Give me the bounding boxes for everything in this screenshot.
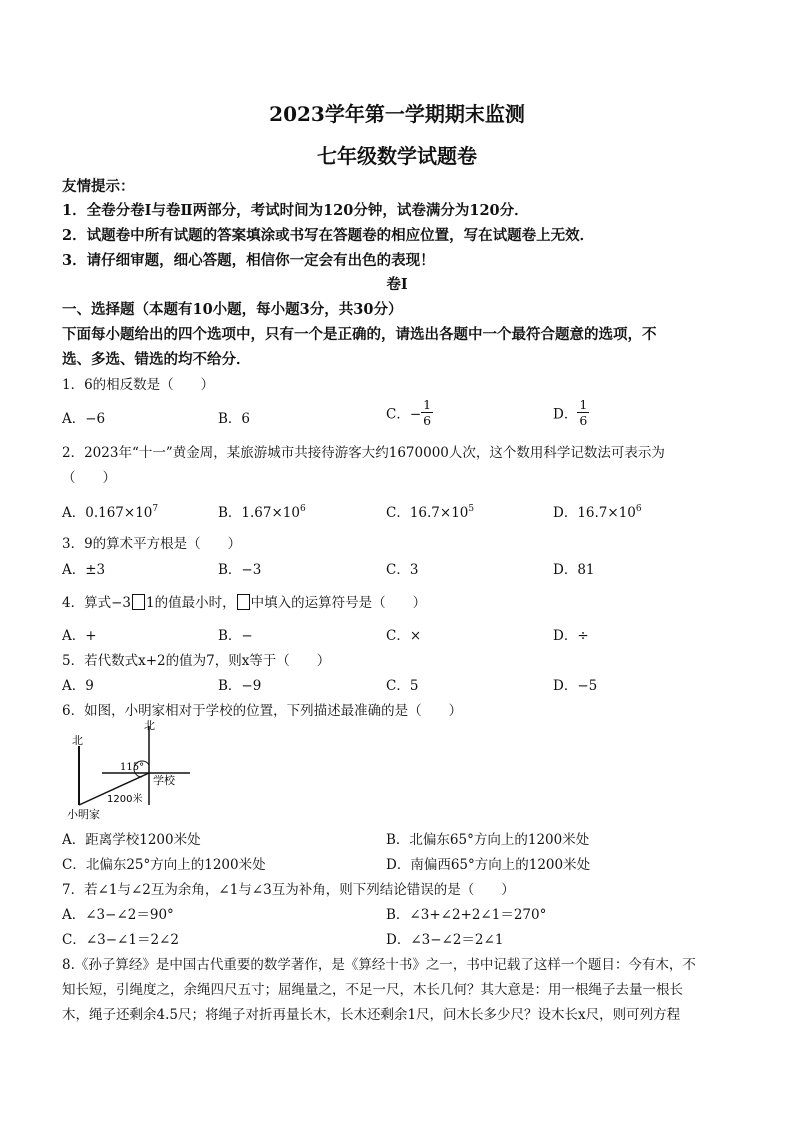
school-label: 学校 <box>153 774 175 787</box>
q1-stem: 1．6的相反数是（ ） <box>62 377 215 393</box>
section-intro-line2: 选、多选、错选的均不给分． <box>62 351 251 368</box>
q5-option-d: D．−5 <box>553 678 598 694</box>
q7-stem: 7．若∠1与∠2互为余角，∠1与∠3互为补角，则下列结论错误的是（ ） <box>62 882 515 898</box>
q2-option-a: A．$0.167\times 10^7$ <box>62 504 159 521</box>
q5-option-c: C．5 <box>386 678 419 694</box>
tip-2: 2．试题卷中所有试题的答案填涂或书写在答题卷的相应位置，写在试题卷上无效． <box>62 227 595 244</box>
q6-option-a: A．距离学校1200米处 <box>62 832 201 848</box>
q5-stem: 5．若代数式x+2的值为7，则x等于（ ） <box>62 653 331 669</box>
q1-option-a: A．−6 <box>62 411 106 427</box>
q4-blank-box <box>237 594 250 610</box>
q7-option-a: A．∠3−∠2＝90° <box>62 907 174 923</box>
q5-option-b: B．−9 <box>218 678 262 694</box>
q3-option-a: A．±3 <box>62 562 106 578</box>
section-title: 一、选择题（本题有10小题，每小题3分，共30分） <box>62 301 403 318</box>
q3-option-d: D．81 <box>553 562 595 578</box>
q1-option-b: B．6 <box>218 411 251 427</box>
section-intro-line1: 下面每小题给出的四个选项中，只有一个是正确的，请选出各题中一个最符合题意的选项，不 <box>62 326 657 343</box>
q5-option-a: A．9 <box>62 678 94 694</box>
q2-option-d: D．$16.7\times 10^6$ <box>553 504 642 521</box>
volume-heading: 卷Ⅰ <box>386 276 408 293</box>
q8-line2: 知长短，引绳度之，余绳四尺五寸；屈绳量之，不足一尺，木长几何？其大意是：用一根绳子去量一根长 <box>62 982 683 998</box>
q6-option-b: B．北偏东65°方向上的1200米处 <box>386 832 590 848</box>
q6-stem: 6．如图，小明家相对于学校的位置，下列描述最准确的是（ ） <box>62 703 463 719</box>
q4-option-a: A．+ <box>62 628 97 644</box>
page-title: 2023学年第一学期期末监测 <box>269 102 525 126</box>
q1-d-denominator: 6 <box>579 413 588 428</box>
q2-option-c: C．$16.7\times 10^5$ <box>386 504 475 521</box>
angle-label: 115° <box>120 762 145 773</box>
tip-1: 1．全卷分卷Ⅰ与卷Ⅱ两部分，考试时间为120分钟，试卷满分为120分． <box>62 202 529 219</box>
q1-c-denominator: 6 <box>423 413 432 428</box>
tips-heading: 友情提示： <box>62 178 135 195</box>
q3-option-b: B．−3 <box>218 562 262 578</box>
q2-stem-paren: （ ） <box>62 470 116 486</box>
q7-option-d: D．∠3−∠2＝2∠1 <box>386 932 504 948</box>
q6-figure-compass-diagram <box>62 718 202 824</box>
q2-stem: 2．2023年“十一”黄金周，某旅游城市共接待游客大约1670000人次，这个数用科学记数法可表示为 <box>62 445 665 461</box>
q1-option-d: D． $\frac{1}{6}$ <box>553 397 588 428</box>
q1-c-numerator: 1 <box>423 397 432 412</box>
q7-option-b: B．∠3+∠2+2∠1＝270° <box>386 907 547 923</box>
home-north-label: 北 <box>72 734 83 747</box>
q8-line3: 木，绳子还剩余4.5尺；将绳子对折再量长木，长木还剩余1尺，问木长多少尺？设木长x尺，则可列方程 <box>62 1007 681 1023</box>
home-label: 小明家 <box>67 808 100 821</box>
page-subtitle: 七年级数学试题卷 <box>317 144 477 168</box>
q4-stem: 4．算式−3 1的值最小时， 中填入的运算符号是（ ） <box>62 595 427 611</box>
q6-option-c: C．北偏东25°方向上的1200米处 <box>62 857 266 873</box>
q3-stem: 3．9的算术平方根是（ ） <box>62 536 242 552</box>
q6-option-d: D．南偏西65°方向上的1200米处 <box>386 857 591 873</box>
q7-option-c: C．∠3−∠1＝2∠2 <box>62 932 179 948</box>
school-north-label: 北 <box>144 719 155 732</box>
q4-option-d: D．÷ <box>553 628 589 644</box>
q2-option-b: B．$1.67\times 10^6$ <box>218 504 306 521</box>
q4-option-c: C．× <box>386 628 422 644</box>
q1-option-c: C．− $\frac{1}{6}$ <box>386 397 432 428</box>
tip-3: 3．请仔细审题，细心答题，相信你一定会有出色的表现！ <box>62 252 435 269</box>
q4-blank-box <box>132 594 145 610</box>
q4-option-b: B．− <box>218 628 253 644</box>
q3-option-c: C．3 <box>386 562 419 578</box>
q1-d-numerator: 1 <box>579 397 588 412</box>
distance-label: 1200米 <box>107 794 143 805</box>
q8-line1: 8.《孙子算经》是中国古代重要的数学著作，是《算经十书》之一，书中记载了这样一个题目：今有木，不 <box>62 957 696 973</box>
